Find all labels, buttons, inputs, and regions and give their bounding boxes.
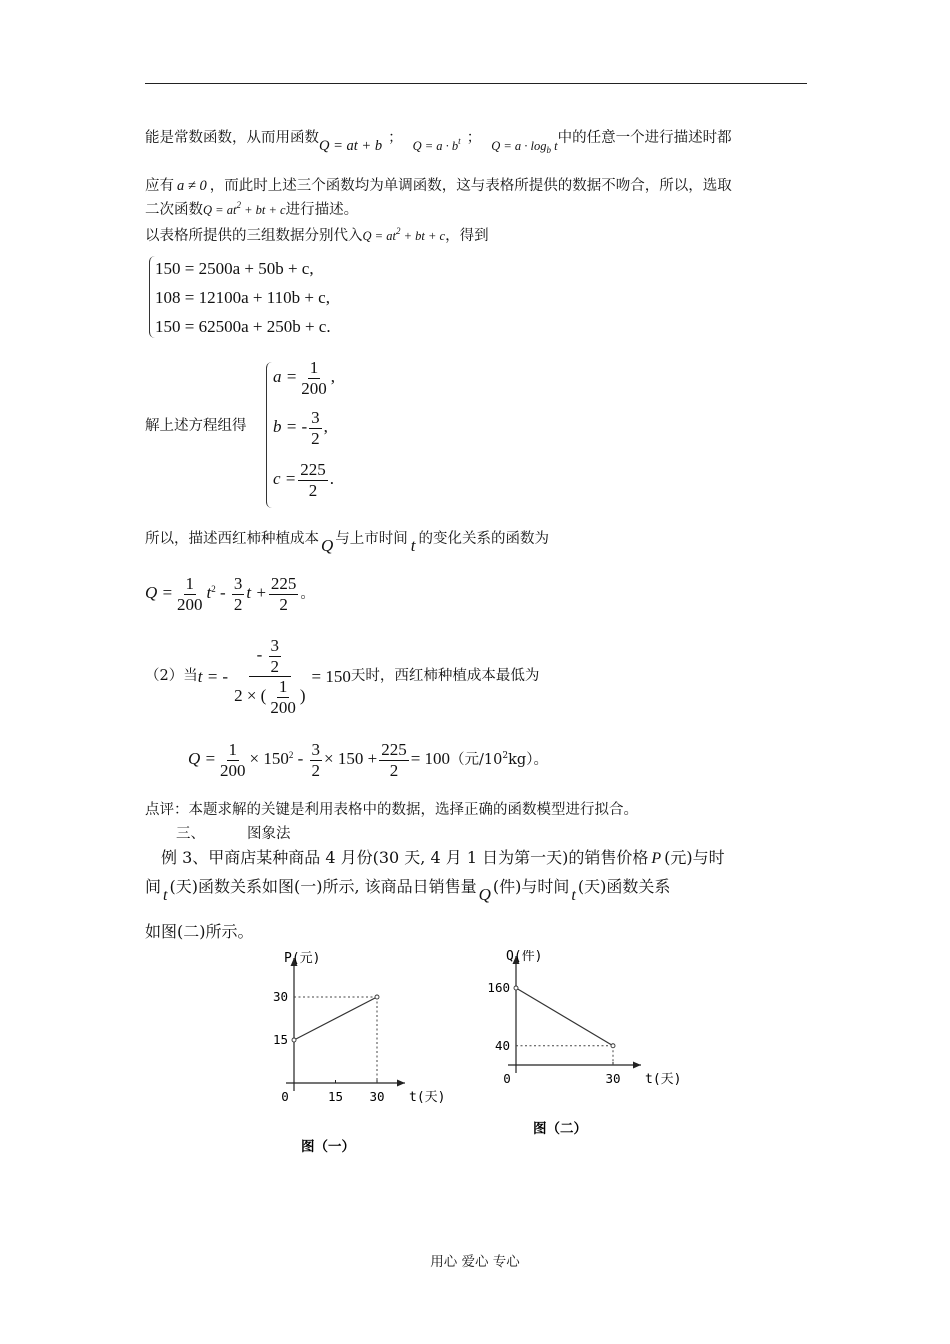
var-q: Q bbox=[321, 536, 334, 555]
text: ，而此时上述三个函数均为单调函数，这与表格所提供的数据不吻合，所以，选取 bbox=[209, 178, 732, 194]
var-t: t bbox=[163, 887, 168, 904]
num: 3 bbox=[311, 740, 321, 759]
punct: , bbox=[330, 366, 335, 386]
x-tick-label: 0 bbox=[281, 1089, 289, 1104]
num: 3 bbox=[311, 408, 320, 427]
lhs: t = - bbox=[197, 666, 229, 686]
frac-den bbox=[232, 677, 307, 717]
paragraph-line-5 bbox=[145, 527, 550, 555]
lhs: Q = bbox=[188, 748, 216, 768]
text: 与上市时间 bbox=[335, 531, 408, 547]
punct: . bbox=[329, 468, 335, 488]
data-line bbox=[516, 988, 613, 1046]
value: = 100 bbox=[410, 748, 451, 768]
y-tick-label: 15 bbox=[272, 1032, 288, 1047]
lhs: a = bbox=[273, 366, 298, 386]
op: - bbox=[215, 582, 230, 602]
y-axis-label: Q(件) bbox=[506, 950, 543, 964]
data-point bbox=[375, 995, 379, 999]
equation: 108 = 12100a + 110b + c, bbox=[155, 288, 330, 307]
text: 天时，西红柿种植成本最低为 bbox=[350, 668, 540, 685]
text: 二次函数 bbox=[145, 202, 203, 218]
y-tick-label: 40 bbox=[494, 1037, 510, 1053]
equation: 150 = 62500a + 250b + c. bbox=[155, 317, 331, 336]
frac-num bbox=[249, 636, 291, 677]
example-line-2 bbox=[145, 876, 671, 904]
value: = 150 bbox=[311, 666, 351, 686]
min-cost-formula bbox=[188, 740, 548, 780]
formula-condition: a ≠ 0 bbox=[177, 178, 207, 194]
den: 200 bbox=[220, 760, 246, 780]
chart-price bbox=[245, 950, 465, 1165]
data-point bbox=[292, 1038, 296, 1042]
solution-system bbox=[273, 358, 335, 510]
exponent: 2 bbox=[288, 749, 294, 760]
den-text: ) bbox=[299, 686, 306, 706]
den: 2 bbox=[311, 428, 320, 448]
text: 应有 bbox=[145, 178, 174, 194]
formula-tail: + bt + c bbox=[240, 203, 286, 217]
data-line bbox=[294, 997, 377, 1040]
formula-exp: Q = a · b bbox=[412, 139, 459, 153]
text: 以表格所提供的三组数据分别代入 bbox=[145, 228, 363, 244]
formula-tail: + bt + c bbox=[400, 229, 446, 243]
comment: 点评：本题求解的关键是利用表格中的数据，选择正确的函数模型进行拟合。 bbox=[145, 802, 638, 818]
formula-log-base: b bbox=[546, 145, 551, 155]
paragraph-line-3 bbox=[145, 200, 358, 220]
formula-exponent: 2 bbox=[395, 226, 401, 236]
text: ，得到 bbox=[445, 228, 489, 244]
unit-exponent: 2 bbox=[502, 750, 509, 761]
solve-label: 解上述方程组得 bbox=[145, 418, 247, 434]
exponent: 2 bbox=[211, 583, 216, 594]
var-t: t bbox=[571, 887, 576, 904]
num: 225 bbox=[381, 740, 407, 759]
part2-line bbox=[145, 636, 539, 717]
lhs: Q = bbox=[145, 582, 173, 602]
x-axis-label: t(天) bbox=[645, 1072, 682, 1087]
y-tick-label: 30 bbox=[272, 989, 288, 1004]
x-axis-arrow bbox=[633, 1062, 641, 1069]
den: 200 bbox=[301, 378, 327, 398]
text: 间 bbox=[145, 877, 162, 896]
solution-b bbox=[273, 408, 335, 460]
equation: 150 = 2500a + 50b + c, bbox=[155, 259, 314, 278]
den: 2 bbox=[279, 594, 288, 614]
num: 225 bbox=[270, 574, 297, 593]
solution-c bbox=[273, 460, 335, 510]
var-t: t bbox=[206, 582, 212, 602]
text: 例 3、甲商店某种商品 4 月份(30 天, 4 月 1 日为第一天)的销售价格 bbox=[161, 848, 649, 867]
formula-quadratic: Q = at bbox=[203, 203, 237, 217]
den: 2 bbox=[308, 480, 318, 500]
example-line-1 bbox=[145, 848, 725, 870]
x-tick-label: 15 bbox=[327, 1089, 344, 1104]
section-title: 图象法 bbox=[247, 826, 291, 842]
unit bbox=[450, 752, 533, 768]
formula-log-arg: t bbox=[551, 139, 558, 153]
example-line-3: 如图(二)所示。 bbox=[145, 922, 254, 941]
den: 200 bbox=[177, 594, 203, 614]
formula-quadratic: Q = at bbox=[362, 229, 396, 243]
num: 3 bbox=[233, 574, 243, 593]
data-point bbox=[514, 986, 518, 990]
text-sep: ； bbox=[466, 130, 482, 146]
text: 所以，描述西红柿种植成本 bbox=[145, 531, 319, 547]
paragraph-line-4 bbox=[145, 226, 489, 246]
den-text: 2 × ( bbox=[234, 686, 267, 706]
solution-a bbox=[273, 358, 335, 408]
op: - bbox=[293, 748, 308, 768]
paragraph-line-1 bbox=[145, 128, 732, 155]
chart-title: 图（一） bbox=[301, 1139, 355, 1155]
y-tick-label: 160 bbox=[487, 980, 510, 995]
unit-text: （元/10 bbox=[450, 751, 503, 768]
var-q: Q bbox=[478, 885, 491, 904]
num: 1 bbox=[228, 740, 237, 759]
x-axis-label: t(天) bbox=[409, 1090, 446, 1105]
x-axis-arrow bbox=[397, 1080, 405, 1087]
var-t: t bbox=[410, 536, 416, 555]
punct: , bbox=[323, 416, 328, 436]
text: (天)函数关系如图(一)所示, 该商品日销售量 bbox=[169, 877, 477, 896]
text-sep: ； bbox=[388, 130, 403, 146]
lhs: b = - bbox=[273, 416, 308, 436]
equation-system bbox=[155, 254, 331, 341]
term: × 150 bbox=[249, 748, 289, 768]
den: 2 bbox=[311, 760, 321, 780]
den: 200 bbox=[270, 697, 296, 717]
text: (元)与时 bbox=[664, 848, 725, 867]
x-tick-label: 30 bbox=[605, 1071, 621, 1086]
section-number: 三、 bbox=[176, 826, 205, 842]
footer: 用心 爱心 专心 bbox=[430, 1254, 520, 1270]
x-tick-label: 30 bbox=[369, 1089, 385, 1104]
text: (天)函数关系 bbox=[577, 877, 671, 896]
num: 1 bbox=[185, 574, 194, 593]
term: × 150 + bbox=[324, 748, 378, 768]
text: 的变化关系的函数为 bbox=[418, 531, 550, 547]
chart-title: 图（二） bbox=[533, 1121, 587, 1137]
formula-exponent: 2 bbox=[236, 200, 241, 210]
text: 进行描述。 bbox=[285, 202, 359, 218]
lhs: c = bbox=[273, 468, 297, 488]
result-formula bbox=[145, 574, 315, 614]
num: 1 bbox=[309, 358, 319, 377]
brace bbox=[266, 362, 272, 508]
num: 3 bbox=[270, 636, 280, 655]
paragraph-line-2 bbox=[145, 177, 732, 196]
den: 2 bbox=[389, 760, 399, 780]
den: 2 bbox=[233, 594, 243, 614]
formula-log: Q = a · log bbox=[491, 139, 547, 153]
num: 225 bbox=[300, 460, 326, 479]
den: 2 bbox=[270, 656, 280, 676]
text: 能是常数函数，从而用函数 bbox=[145, 130, 319, 146]
header-rule bbox=[145, 83, 807, 84]
unit-text: kg） bbox=[508, 751, 534, 768]
y-axis-label: P(元) bbox=[284, 951, 321, 966]
minus: - bbox=[256, 644, 263, 664]
punct: 。 bbox=[300, 585, 315, 602]
punct: 。 bbox=[533, 751, 548, 768]
data-point bbox=[611, 1044, 615, 1048]
chart-sales bbox=[470, 950, 700, 1165]
var-t: t + bbox=[246, 582, 267, 602]
num: 1 bbox=[278, 677, 288, 697]
var-p: P bbox=[651, 850, 662, 867]
text: （2）当 bbox=[145, 668, 198, 685]
formula-exp-exponent: t bbox=[458, 136, 461, 146]
section-heading bbox=[176, 825, 291, 844]
text: 中的任意一个进行描述时都 bbox=[557, 130, 732, 146]
formula-linear: Q = at + b bbox=[319, 138, 383, 154]
x-tick-label: 0 bbox=[503, 1071, 511, 1086]
text: (件)与时间 bbox=[492, 877, 570, 896]
